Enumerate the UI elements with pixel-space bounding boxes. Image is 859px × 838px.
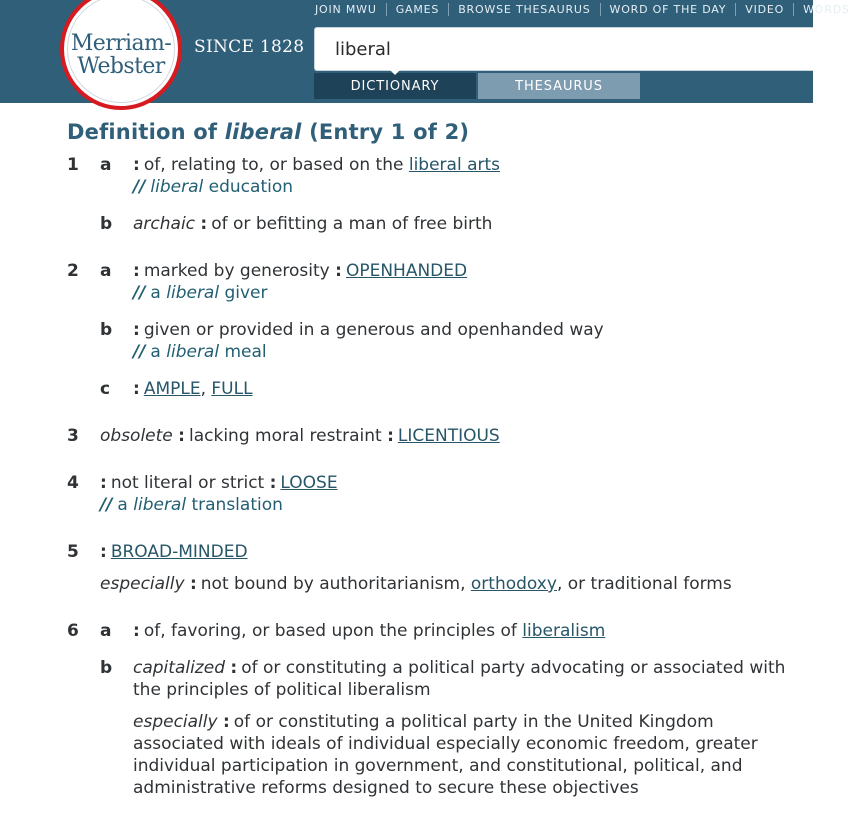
verbal-illustration: // liberal education — [133, 177, 294, 197]
nav-join-mwu[interactable]: JOIN MWU — [315, 2, 377, 16]
site-header — [0, 0, 850, 103]
definition-text: : AMPLE, FULL — [133, 379, 253, 399]
nav-words[interactable]: WORDS — [793, 3, 859, 16]
sense-1b — [67, 213, 807, 235]
sense-letter: b — [100, 214, 113, 234]
xref-broad-minded[interactable]: BROAD-MINDED — [110, 542, 248, 562]
sense-letter: a — [100, 621, 112, 641]
logo-line-2: Webster — [77, 54, 165, 79]
sense-letter: c — [100, 379, 111, 399]
tab-thesaurus[interactable]: THESAURUS — [478, 73, 640, 99]
xref-ample[interactable]: AMPLE — [143, 379, 201, 399]
sense-letter: b — [100, 658, 113, 678]
nav-word-of-the-day[interactable]: WORD OF THE DAY — [600, 3, 736, 16]
definition-text: : not literal or strict : LOOSE — [100, 473, 338, 493]
definition-content — [67, 114, 807, 799]
xref-full[interactable]: FULL — [211, 379, 253, 399]
sense-letter: a — [100, 261, 112, 281]
verbal-illustration: // a liberal giver — [133, 283, 268, 303]
sense-4 — [67, 472, 807, 516]
sense-number: 4 — [67, 473, 79, 493]
sense-6b — [67, 657, 807, 799]
definition-text: : BROAD-MINDED — [100, 542, 248, 562]
xref-orthodoxy[interactable]: orthodoxy — [470, 574, 557, 594]
definition-text: obsolete : lacking moral restraint : LICENTIOUS — [100, 426, 500, 446]
xref-openhanded[interactable]: OPENHANDED — [345, 261, 468, 281]
sense-5 — [67, 541, 807, 595]
nav-video[interactable]: VIDEO — [735, 3, 793, 16]
sense-2c — [67, 378, 807, 400]
logo-line-1: Merriam- — [70, 31, 172, 56]
sense-6 — [67, 620, 807, 642]
definition-text: : given or provided in a generous and openhanded way — [133, 320, 604, 340]
search-tabs — [314, 73, 640, 99]
subsense-text: especially : not bound by authoritarianism, orthodoxy, or traditional forms — [100, 574, 732, 594]
sense-number: 6 — [67, 621, 79, 641]
since-1828-tagline: SINCE 1828 — [194, 37, 305, 57]
nav-games[interactable]: GAMES — [386, 3, 448, 16]
sense-number: 3 — [67, 426, 79, 446]
definition-text: archaic : of or befitting a man of free birth — [133, 214, 493, 234]
definition-text: : of, relating to, or based on the liberal arts — [133, 155, 501, 175]
xref-loose[interactable]: LOOSE — [280, 473, 338, 493]
headword: liberal — [224, 120, 302, 144]
sense-letter: b — [100, 320, 113, 340]
sense-3 — [67, 425, 807, 447]
search-input[interactable] — [314, 27, 813, 71]
definition-text: : of, favoring, or based upon the principles of liberalism — [133, 621, 606, 641]
top-nav — [306, 0, 859, 18]
sense-2 — [67, 260, 807, 304]
xref-liberal-arts[interactable]: liberal arts — [408, 155, 501, 175]
nav-browse-thesaurus[interactable]: BROWSE THESAURUS — [448, 3, 599, 16]
sense-number: 2 — [67, 261, 79, 281]
tab-dictionary[interactable]: DICTIONARY — [314, 73, 476, 99]
entry-title: Definition of liberal (Entry 1 of 2) — [67, 120, 470, 144]
definition-text: : marked by generosity : OPENHANDED — [133, 261, 468, 281]
subsense-text: especially : of or constituting a political party in the United Kingdom associated with ideals of individual especially economic freedom, greater individual participation in government, and constitutional, political, and administrative reforms designed to secure these objectives — [133, 712, 758, 798]
definition-text: capitalized : of or constituting a political party advocating or associated with the principles of political liberalism — [133, 658, 786, 700]
xref-licentious[interactable]: LICENTIOUS — [397, 426, 500, 446]
sense-letter: a — [100, 155, 112, 175]
sense-1 — [67, 154, 807, 198]
sense-number: 1 — [67, 155, 79, 175]
sense-2b — [67, 319, 807, 363]
merriam-webster-logo[interactable] — [60, 0, 182, 110]
xref-liberalism[interactable]: liberalism — [522, 621, 606, 641]
sense-number: 5 — [67, 542, 79, 562]
verbal-illustration: // a liberal translation — [100, 495, 283, 515]
verbal-illustration: // a liberal meal — [133, 342, 267, 362]
